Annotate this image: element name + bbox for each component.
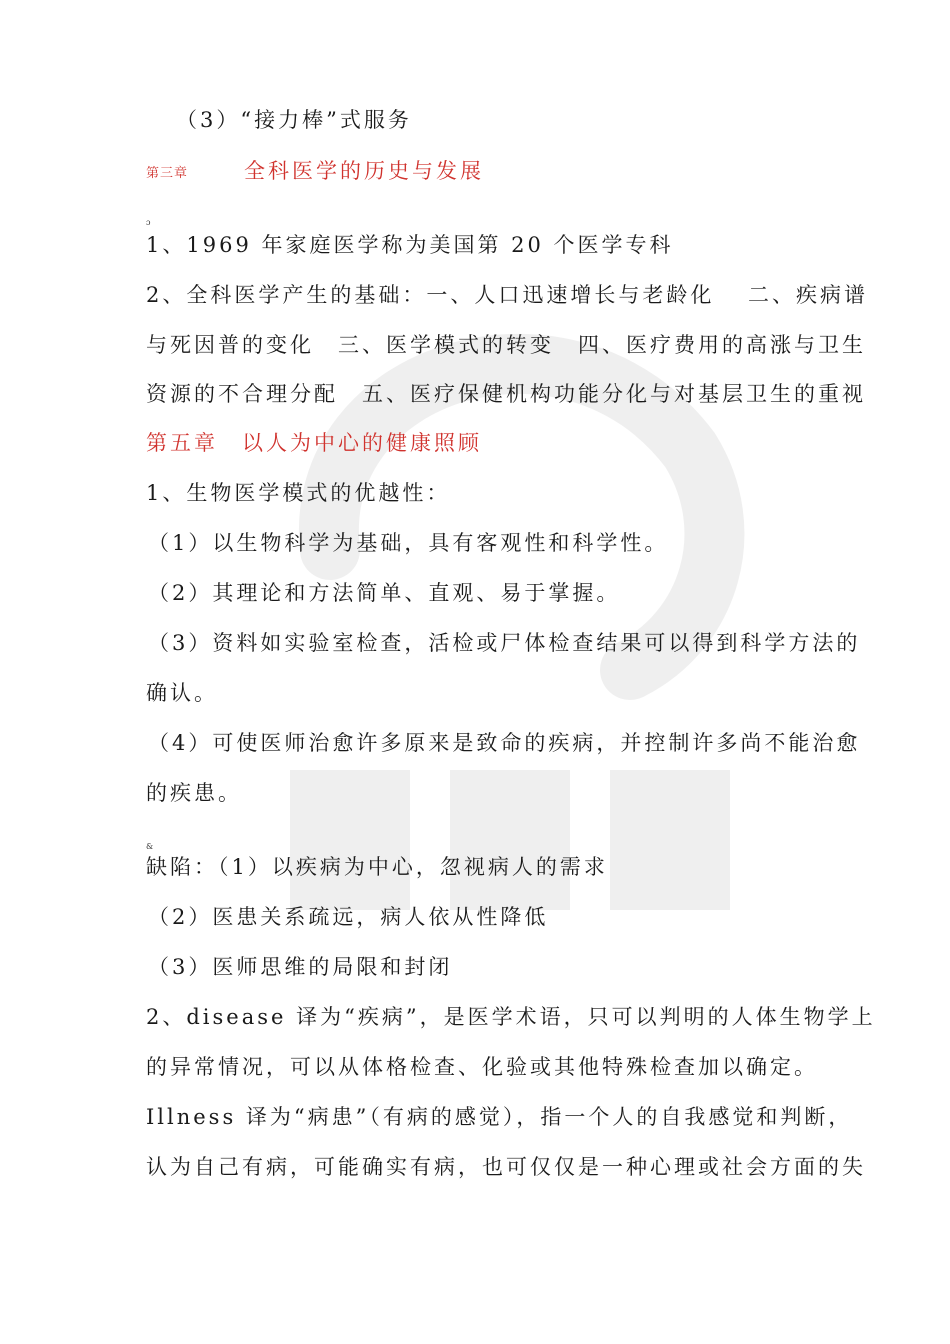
list-item: （4）可使医师治愈许多原来是致命的疾病，并控制许多尚不能治愈 [148, 731, 861, 755]
list-item-continuation: 确认。 [146, 681, 218, 705]
paragraph-line: 的异常情况，可以从体格检查、化验或其他特殊检查加以确定。 [146, 1055, 818, 1079]
paragraph-line: 与死因普的变化 三、医学模式的转变 四、医疗费用的高涨与卫生 [146, 333, 866, 357]
paragraph-line: 1、生物医学模式的优越性： [146, 481, 451, 505]
list-item: （2）其理论和方法简单、直观、易于掌握。 [148, 581, 621, 605]
paragraph-line: 2、disease 译为“疾病”，是医学术语，只可以判明的人体生物学上 [146, 1005, 876, 1029]
list-item-continuation: 的疾患。 [146, 781, 242, 805]
stray-mark: & [146, 842, 154, 851]
list-item: （3）医师思维的局限和封闭 [148, 955, 453, 979]
list-item: （1）以生物科学为基础，具有客观性和科学性。 [148, 531, 669, 555]
paragraph-line: 认为自己有病，可能确实有病，也可仅仅是一种心理或社会方面的失 [146, 1155, 866, 1179]
stray-mark: ɔ [146, 218, 151, 227]
paragraph-line: 资源的不合理分配 五、医疗保健机构功能分化与对基层卫生的重视 [146, 382, 866, 406]
paragraph-line: 缺陷：（1）以疾病为中心，忽视病人的需求 [146, 855, 608, 879]
list-item: （3）资料如实验室检查，活检或尸体检查结果可以得到科学方法的 [148, 631, 861, 655]
chapter3-title: 全科医学的历史与发展 [244, 159, 484, 183]
paragraph-line: Illness 译为“病患”（有病的感觉），指一个人的自我感觉和判断， [146, 1105, 853, 1129]
chapter3-label: 第三章 [146, 166, 189, 181]
paragraph-line: 1、1969 年家庭医学称为美国第 20 个医学专科 [146, 233, 674, 257]
chapter5-heading: 第五章 以人为中心的健康照顾 [146, 431, 482, 455]
list-item: （2）医患关系疏远，病人依从性降低 [148, 905, 549, 929]
paragraph-line: 2、全科医学产生的基础：一、人口迅速增长与老龄化 二、疾病谱 [146, 283, 869, 307]
relay-service-line: （3）“接力棒”式服务 [176, 108, 412, 132]
